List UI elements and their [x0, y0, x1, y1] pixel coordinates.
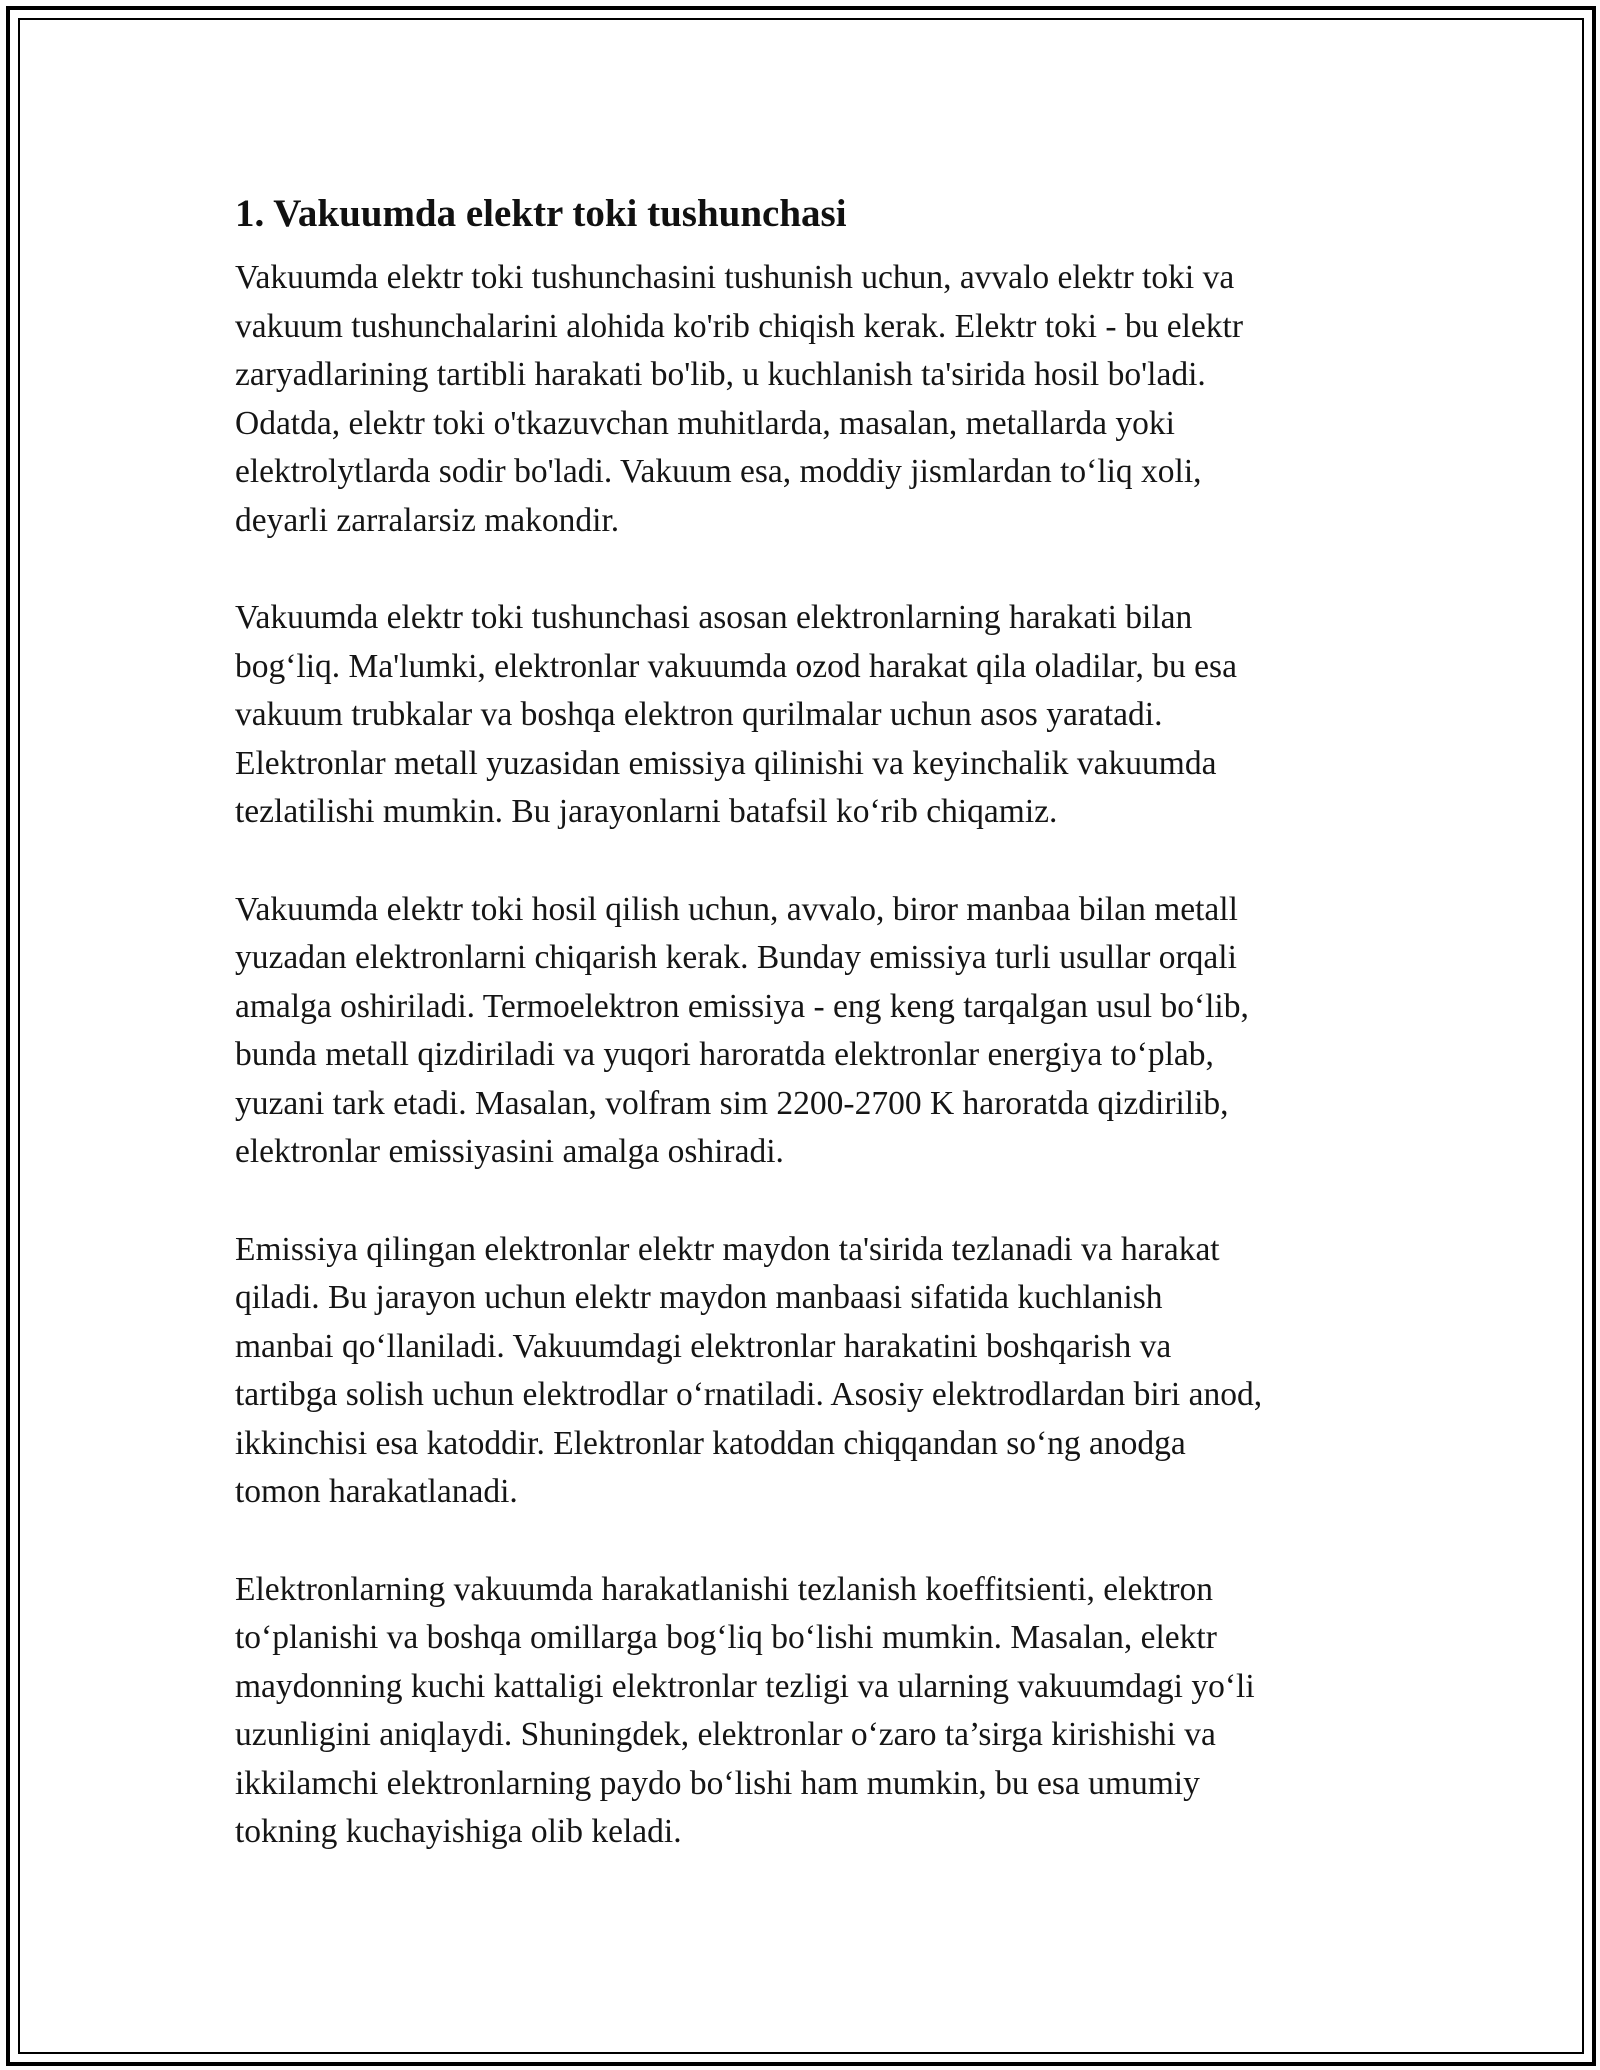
text-line: Vakuumda elektr toki tushunchasini tushunish uchun, avvalo elektr toki va	[235, 259, 1235, 296]
text-line: Elektronlarning vakuumda harakatlanishi tezlanish koeffitsienti, elektron	[235, 1570, 1214, 1608]
text-line: deyarli zarralarsiz makondir.	[235, 501, 620, 539]
text-line: ikkilamchi elektronlarning paydo bo‘lishi ham mumkin, bu esa umumiy	[235, 1764, 1200, 1802]
body-paragraph	[235, 1226, 1370, 1517]
paragraph-list	[235, 254, 1370, 1857]
text-line: elektrolytlarda sodir bo'ladi. Vakuum esa, moddiy jismlardan to‘liq xoli,	[235, 453, 1202, 490]
text-line: vakuum tushunchalarini alohida ko'rib chiqish kerak. Elektr toki - bu elektr	[235, 307, 1243, 345]
text-line: tezlatilishi mumkin. Bu jarayonlarni batafsil ko‘rib chiqamiz.	[235, 793, 1058, 830]
text-line: vakuum trubkalar va boshqa elektron qurilmalar uchun asos yaratadi.	[235, 696, 1163, 733]
text-line: Vakuumda elektr toki hosil qilish uchun, avvalo, biror manbaa bilan metall	[235, 890, 1238, 928]
body-paragraph	[235, 886, 1370, 1177]
text-line: tokning kuchayishiga olib keladi.	[235, 1813, 682, 1850]
text-line: yuzadan elektronlarni chiqarish kerak. Bunday emissiya turli usullar orqali	[235, 939, 1237, 976]
body-paragraph	[235, 594, 1370, 837]
text-line: qiladi. Bu jarayon uchun elektr maydon manbaasi sifatida kuchlanish	[235, 1279, 1163, 1316]
text-line: bog‘liq. Ma'lumki, elektronlar vakuumda ozod harakat qila oladilar, bu esa	[235, 647, 1237, 685]
text-line: zaryadlarining tartibli harakati bo'lib, u kuchlanish ta'sirida hosil bo'ladi.	[235, 356, 1206, 393]
section-heading: 1. Vakuumda elektr toki tushunchasi	[235, 192, 847, 235]
text-line: ikkinchisi esa katoddir. Elektronlar katoddan chiqqandan so‘ng anodga	[235, 1424, 1186, 1462]
document-body	[235, 184, 1370, 1906]
text-line: Vakuumda elektr toki tushunchasi asosan elektronlarning harakati bilan	[235, 599, 1193, 636]
text-line: tomon harakatlanadi.	[235, 1473, 518, 1510]
text-line: yuzani tark etadi. Masalan, volfram sim 2200-2700 K haroratda qizdirilib,	[235, 1084, 1229, 1122]
text-line: Emissiya qilingan elektronlar elektr maydon ta'sirida tezlanadi va harakat	[235, 1230, 1220, 1268]
text-line: uzunligini aniqlaydi. Shuningdek, elektronlar o‘zaro ta’sirga kirishishi va	[235, 1716, 1216, 1753]
body-paragraph	[235, 254, 1370, 545]
text-line: Odatda, elektr toki o'tkazuvchan muhitlarda, masalan, metallarda yoki	[235, 404, 1175, 442]
text-line: amalga oshiriladi. Termoelektron emissiya - eng keng tarqalgan usul bo‘lib,	[235, 987, 1249, 1025]
text-line: elektronlar emissiyasini amalga oshiradi.	[235, 1133, 784, 1170]
body-paragraph	[235, 1566, 1370, 1857]
text-line: tartibga solish uchun elektrodlar o‘rnatiladi. Asosiy elektrodlardan biri anod,	[235, 1376, 1263, 1413]
text-line: maydonning kuchi kattaligi elektronlar tezligi va ularning vakuumdagi yo‘li	[235, 1667, 1255, 1705]
text-line: bunda metall qizdiriladi va yuqori haroratda elektronlar energiya to‘plab,	[235, 1036, 1214, 1073]
text-line: manbai qo‘llaniladi. Vakuumdagi elektronlar harakatini boshqarish va	[235, 1327, 1172, 1365]
text-line: to‘planishi va boshqa omillarga bog‘liq bo‘lishi mumkin. Masalan, elektr	[235, 1619, 1217, 1656]
text-line: Elektronlar metall yuzasidan emissiya qilinishi va keyinchalik vakuumda	[235, 744, 1217, 782]
